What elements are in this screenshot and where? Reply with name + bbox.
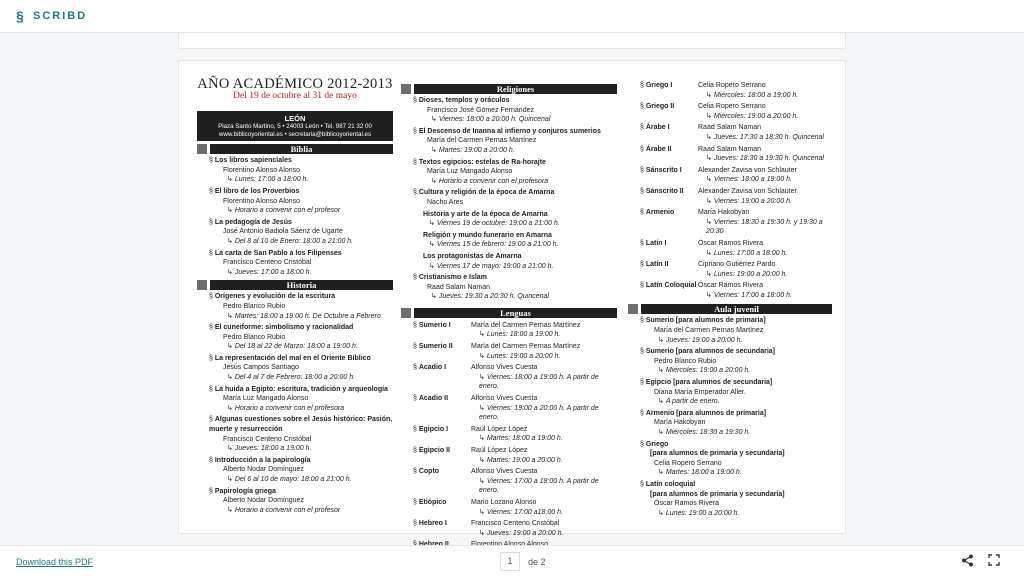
course-schedule: ↳ Miércoles: 19:00 a 20:00 h. [706,112,798,122]
course-schedule: ↳ Horario a convenir con el profesora [431,177,617,187]
course-teacher: Celia Ropero Serrano [698,82,766,89]
course-teacher: Alberto Nodar Domínguez [223,497,304,505]
course-title: § Introducción a la papirología [209,456,393,466]
course-label: § Egipcio I [413,425,471,444]
course-label: § Sánscrito II [640,187,698,206]
list-item [209,218,393,247]
course-label: § Árabe II [640,145,698,164]
brand-name: SCRIBD [33,10,88,22]
scribd-logo[interactable] [16,9,87,23]
section-marker [401,84,411,94]
course-schedule: ↳ Miércoles: 18:00 a 19:00 h. [706,91,798,101]
course-label: § Griego I [640,81,698,100]
course-schedule: ↳ Miércoles: 19:00 a 20:00 h. [658,366,832,376]
course-label: § Egipcio II [413,446,471,465]
course-label: § Latín II [640,260,698,279]
course-schedule: ↳ Martes: 19:00 a 20:00 h. [479,456,563,466]
address-line: Plaza Santo Martino, 5 • 24003 León • Tel. 987 21 32 00 [218,123,372,131]
course-teacher: Raúl López López [471,447,528,454]
list-item [413,467,617,496]
course-teacher: María Luz Mangado Alonso [427,168,513,176]
list-item [413,273,617,302]
course-schedule: ↳ Martes: 19:00 a 20:00 h. [431,146,617,156]
course-schedule: ↳ Lunes: 19:00 a 20:00 h. [658,509,832,519]
course-schedule: ↳ Viernes: 18:00 a 19:00 h. A partir de enero. [479,373,617,392]
course-details [471,519,563,538]
course-schedule: ↳ Viernes: 19:00 a 20:00 h. A partir de enero. [479,404,617,423]
course-schedule: ↳ Viernes: 19:00 a 20:00 h. [706,197,797,207]
document-page [178,60,846,537]
course-teacher: Raad Salam Naman [427,283,491,291]
course-schedule: ↳ Viernes: 18:00 a 19:00 h. [706,175,797,185]
course-teacher: Florentino Alonso Alonso [223,166,301,174]
page-number-input[interactable]: 1 [500,552,520,571]
section-header-lenguas [401,308,617,318]
section-marker [401,308,411,318]
course-title: § La huida a Egipto: escritura, tradición y arqueología [209,385,393,395]
list-item [209,487,393,516]
course-teacher: Óscar Ramos Rivera [698,282,763,290]
course-teacher: Celia Ropero Serrano [698,103,766,111]
page-navigator [500,552,546,571]
course-details [471,446,563,465]
course-teacher: María del Carmen Pernas Martínez [654,327,764,335]
course-teacher: Francisco Centeno Cristóbal [471,520,560,528]
section-header-aula-juvenil [628,304,832,314]
course-title: § El Descenso de Inanna al infierno y conjuros sumerios [413,127,617,137]
list-item [640,208,832,237]
list-item [413,127,617,156]
list-item [640,409,832,438]
course-teacher: Pedro Blanco Rubio [223,333,286,341]
course-teacher: Alfonso Vives Cuesta [471,364,538,372]
course-title: § Orígenes y evolución de la escritura [209,292,393,302]
course-schedule: ↳ Horario a convenir con el profesora [227,404,393,414]
course-details [698,166,797,185]
course-teacher: Francisco José Gómez Fernández [427,106,534,114]
course-teacher: Cipriano Gutiérrez Pardo [698,261,776,269]
course-title: § La carta de San Pablo a los Filipenses [209,249,393,259]
course-schedule: ↳ Viernes 19 de octubre: 19:00 a 21:00 h. [429,219,617,229]
course-label: § Etiópico [413,498,471,517]
course-label: § Acadio II [413,394,471,423]
list-item [640,187,832,206]
course-teacher: Pedro Blanco Rubio [654,357,717,365]
course-teacher: Francisco Centeno Cristóbal [223,259,312,267]
bottom-bar [0,545,1024,576]
course-schedule: ↳ Del 18 al 22 de Marzo: 18:00 a 19:00 h. [227,342,393,352]
course-schedule: ↳ Jueves: 18:00 a 19:00 h. [227,444,393,454]
course-title: § Cristianismo e Islam [413,273,617,283]
course-teacher: Nacho Ares [427,198,464,206]
course-label: § Latín I [640,239,698,258]
course-schedule: ↳ A partir de enero. [658,397,832,407]
address-box [197,111,393,141]
course-teacher: Pedro Blanco Rubio [223,302,286,310]
list-item [640,123,832,142]
course-schedule: ↳ Del 6 al 10 de mayo: 18:00 a 21:00 h. [227,475,393,485]
page-subtitle: Del 19 de octubre al 31 de mayo [233,90,357,101]
course-title: § La pedagogía de Jesús [209,218,393,228]
section-title: Historia [210,280,393,290]
course-label: § Latín Coloquial [640,281,698,300]
course-details [698,260,787,279]
course-title: § Textos egipcios: estelas de Ra-horajte [413,158,617,168]
list-item [413,425,617,444]
list-item [640,239,832,258]
course-title: § Griego [640,440,832,450]
course-schedule: ↳ Miércoles: 18:30 a 19:30 h. [658,428,832,438]
course-details [698,145,824,164]
course-details [471,363,617,392]
course-teacher: María Hakobyan [654,419,706,427]
course-title: § Sumerio [para alumnos de primaria] [640,316,832,326]
course-schedule: ↳ Viernes 17 de mayo: 19:00 a 21:00 h. [429,262,617,272]
course-teacher: Raúl López López [471,425,528,433]
list-item [209,323,393,352]
course-title: § Cultura y religión de la época de Amarna [413,188,617,198]
course-label: § Hebreo I [413,519,471,538]
list-item [640,316,832,345]
course-schedule: ↳ Jueves: 19:30 a 20:30 h. Quincenal [431,292,617,302]
course-teacher: Alberto Nodar Domínguez [223,466,304,474]
course-schedule: ↳ Jueves: 17:00 a 18:00 h. [227,268,393,278]
course-teacher: Óscar Ramos Rivera [654,500,719,508]
list-item [413,363,617,392]
course-teacher: Jesús Campos Santiago [223,364,299,372]
section-header-historia [197,280,393,290]
course-schedule: ↳ Lunes: 17:00 a 18:00 h. [227,175,393,185]
course-schedule: ↳ Lunes: 17:00 a 18:00 h. [706,249,787,259]
course-label: § Armenio [640,208,698,237]
list-item [413,394,617,423]
list-item [413,498,617,517]
list-item [413,188,617,207]
list-item [423,252,617,271]
list-item [640,166,832,185]
course-details [471,425,563,444]
page-count: de 2 [528,556,546,567]
course-details [471,321,580,340]
course-details [471,342,580,361]
course-schedule: ↳ Martes: 18:00 a 19:00 h. [479,434,563,444]
course-label: § Acadio I [413,363,471,392]
list-item [209,249,393,278]
page-title: AÑO ACADÉMICO 2012-2013 [197,76,393,92]
course-teacher: María del Carmen Pernas Martínez [471,321,581,329]
course-schedule: ↳ Horario a convenir con el profesor [227,206,393,216]
column-1 [197,61,393,517]
course-details [698,239,787,258]
course-schedule: ↳ Viernes: 18:30 a 19:30 h. y 19:30 a 20:30 [706,218,832,237]
web-line: www.biblicoyoriental.es • secretaria@biblicoyoriental.es [218,131,372,139]
course-title: Los protagonistas de Amarna [423,252,522,260]
course-details [471,498,563,517]
course-schedule: ↳ Martes: 18:00 a 19:00 h. De Octubre a Febrero [227,312,393,322]
course-schedule: ↳ Viernes: 17:00 a 18:00 h. A partir de enero. [479,477,617,496]
course-details [698,187,797,206]
course-schedule: ↳ Lunes: 19:00 a 20:00 h. [706,270,787,280]
course-teacher: Francisco Centeno Cristóbal [223,435,312,443]
section-title: Lenguas [414,308,617,318]
course-label: § Sánscrito I [640,166,698,185]
city-name: LEÓN [284,114,306,124]
course-details [698,208,832,237]
previous-page-edge [178,33,846,49]
course-schedule: ↳ Viernes: 17:00 a18:00 h. [479,508,563,518]
course-title: § Latín coloquial [640,480,832,490]
scribd-logo-icon: § [16,8,24,24]
course-teacher: Diana María Emperador Aller. [654,388,746,396]
course-schedule: ↳ Jueves: 19:00 a 20:00 h. [658,336,832,346]
course-teacher: Alfonso Vives Cuesta [471,395,538,403]
course-teacher: Alfonso Vives Cuesta [471,468,538,476]
list-item [209,187,393,216]
course-title: Historia y arte de la época de Amarna [423,210,548,218]
list-item [413,519,617,538]
list-item [209,415,393,453]
course-title: § Egipcio [para alumnos de secundaria] [640,378,832,388]
course-teacher: Raad Salam Naman [698,145,762,153]
course-title: § Papirología griega [209,487,393,497]
course-schedule: ↳ Viernes: 17:00 a 18:00 h. [706,291,792,301]
list-item [640,102,832,121]
list-item [413,96,617,125]
course-title: § La representación del mal en el Oriente Bíblico [209,354,393,364]
course-teacher: Óscar Ramos Rivera [698,239,763,247]
section-title: Aula juvenil [641,304,832,314]
course-details [471,394,617,423]
course-title: § Algunas cuestiones sobre el Jesús histórico: Pasión, muerte y resurrección [209,415,393,434]
course-schedule: ↳ Viernes 15 de febrero: 19:00 a 21:00 h. [429,240,617,250]
course-teacher: María del Carmen Pernas Martínez [427,137,537,145]
course-schedule: ↳ Jueves: 19:00 a 20:00 h. [479,529,563,539]
course-teacher: Alexander Zavisa von Schlauter [698,166,797,174]
course-schedule: ↳ Jueves: 17:30 a 18:30 h. Quincenal [706,133,824,143]
course-subtitle: [para alumnos de primaria y secundaria] [650,490,785,498]
list-item [413,446,617,465]
course-title: § El libro de los Proverbios [209,187,393,197]
course-title: § Armenio [para alumnos de primaria] [640,409,832,419]
section-title: Religiones [414,84,617,94]
course-schedule: ↳ Martes: 18:00 a 19:00 h. [658,468,832,478]
course-schedule: ↳ Viernes: 18:00 a 20:00 h. Quincenal [431,115,617,125]
course-schedule: ↳ Horario a convenir con el profesor [227,506,393,516]
list-item [413,321,617,340]
course-teacher: María del Carmen Pernas Martínez [471,343,581,351]
section-marker [197,144,207,154]
list-item [423,210,617,229]
course-details [698,123,824,142]
course-teacher: Mario Lozano Alonso [471,498,537,506]
list-item [640,260,832,279]
list-item [209,354,393,383]
course-title: § Dioses, templos y oráculos [413,96,617,106]
course-details [698,281,792,300]
course-title: § Los libros sapienciales [209,156,393,166]
list-item [423,231,617,250]
list-item [640,281,832,300]
course-title: § El cuneiforme: simbolismo y racionalidad [209,323,393,333]
course-teacher: Celia Ropero Serrano [654,459,722,467]
list-item [640,440,832,478]
course-label: § Árabe I [640,123,698,142]
share-icon[interactable] [961,554,974,570]
course-teacher: Raad Salam Naman [698,124,762,132]
course-schedule: ↳ Del 8 al 10 de Enero: 18:00 a 21:00 h. [227,237,393,247]
section-title: Biblia [210,144,393,154]
column-3 [628,81,832,520]
list-item [413,342,617,361]
course-label: § Sumerio I [413,321,471,340]
list-item [640,81,832,100]
course-details [698,102,798,121]
section-header-biblia [197,144,393,154]
list-item [209,156,393,185]
course-subtitle: [para alumnos de primaria y secundaria] [650,450,785,458]
course-title: Religión y mundo funerario en Amarna [423,231,552,239]
list-item [209,385,393,414]
section-marker [628,304,638,314]
fullscreen-icon[interactable] [988,554,1000,569]
download-pdf-link[interactable]: Download this PDF [16,557,94,567]
course-label: § Griego II [640,102,698,121]
course-details [471,467,617,496]
list-item [209,292,393,321]
list-item [640,480,832,518]
course-teacher: María Hakobyan [698,209,750,217]
course-teacher: Alexander Zavisa von Schlauter [698,187,797,195]
course-schedule: ↳ Jueves: 18:30 a 19:30 h. Quincenal [706,154,824,164]
course-teacher: Florentino Alonso Alonso [223,197,301,205]
list-item [413,158,617,187]
course-teacher: José Antonio Badiola Sáenz de Ugarte [223,228,343,236]
course-teacher: María Luz Mangado Alonso [223,395,309,403]
course-schedule: ↳ Lunes: 19:00 a 20:00 h. [479,352,580,362]
course-label: § Copto [413,467,471,496]
list-item [640,145,832,164]
course-title: § Sumerio [para alumnos de secundaria] [640,347,832,357]
course-label: § Sumerio II [413,342,471,361]
top-bar [0,0,1024,33]
column-2 [401,81,617,562]
section-header-religiones [401,84,617,94]
course-schedule: ↳ Del 4 al 7 de Febrero: 18:00 a 20:00 h. [227,373,393,383]
list-item [640,347,832,376]
list-item [640,378,832,407]
course-schedule: ↳ Lunes: 18:00 a 19:00 h. [479,330,580,340]
course-details [698,81,798,100]
list-item [209,456,393,485]
section-marker [197,280,207,290]
